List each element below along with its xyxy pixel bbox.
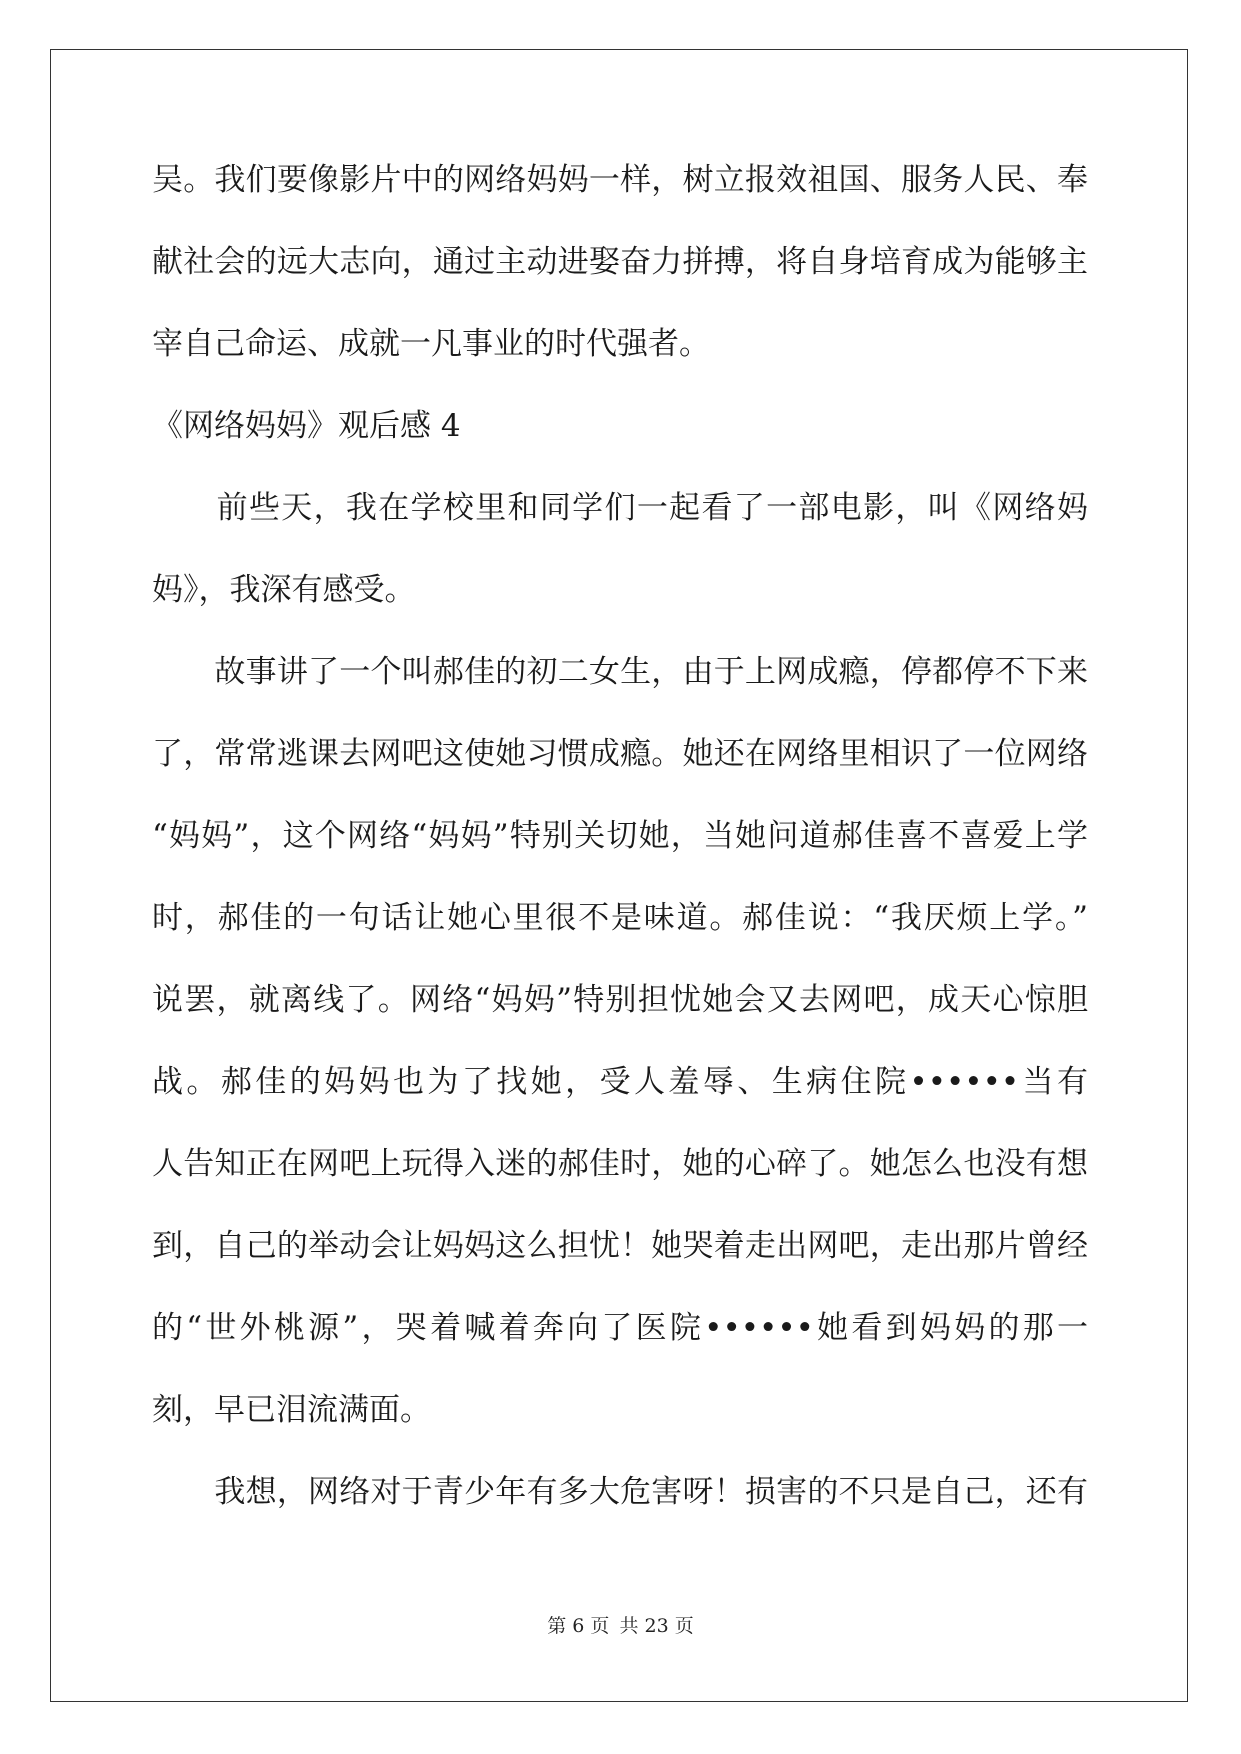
text-line: 刻，早已泪流满面。 bbox=[152, 1392, 431, 1428]
text-line: 说罢，就离线了。网络“妈妈”特别担忧她会又去网吧，成天心惊胆 bbox=[152, 982, 1088, 1018]
paragraph-3 bbox=[152, 652, 1088, 1472]
text-line: 我想，网络对于青少年有多大危害呀！损害的不只是自己，还有 bbox=[152, 1474, 1088, 1510]
text-line: 到，自己的举动会让妈妈这么担忧！她哭着走出网吧，走出那片曾经 bbox=[152, 1228, 1088, 1264]
text-line: 战。郝佳的妈妈也为了找她，受人羞辱、生病住院••••••当有 bbox=[152, 1064, 1088, 1100]
text-line: 的“世外桃源”，哭着喊着奔向了医院••••••她看到妈妈的那一 bbox=[152, 1310, 1088, 1346]
text-line: 献社会的远大志向，通过主动进娶奋力拼搏，将自身培育成为能够主 bbox=[152, 244, 1088, 280]
document-body bbox=[152, 160, 1088, 1554]
text-line: 时，郝佳的一句话让她心里很不是味道。郝佳说：“我厌烦上学。” bbox=[152, 900, 1088, 936]
text-line: 了，常常逃课去网吧这使她习惯成瘾。她还在网络里相识了一位网络 bbox=[152, 736, 1088, 772]
text-line: “妈妈”，这个网络“妈妈”特别关切她，当她问道郝佳喜不喜爱上学 bbox=[152, 818, 1088, 854]
page-total: 共 23 页 bbox=[619, 1615, 694, 1637]
page-footer bbox=[0, 1611, 1241, 1638]
paragraph-2 bbox=[152, 488, 1088, 652]
text-line: 前些天，我在学校里和同学们一起看了一部电影，叫《网络妈 bbox=[152, 490, 1088, 526]
page-number: 第 6 页 bbox=[547, 1615, 610, 1637]
text-line: 妈》，我深有感受。 bbox=[152, 572, 416, 608]
section-title: 《网络妈妈》观后感 4 bbox=[152, 408, 461, 444]
paragraph-1 bbox=[152, 160, 1088, 406]
text-line: 故事讲了一个叫郝佳的初二女生，由于上网成瘾，停都停不下来 bbox=[152, 654, 1088, 690]
text-line: 吴。我们要像影片中的网络妈妈一样，树立报效祖国、服务人民、奉 bbox=[152, 162, 1088, 198]
paragraph-4 bbox=[152, 1472, 1088, 1554]
text-line: 宰自己命运、成就一凡事业的时代强者。 bbox=[152, 326, 710, 362]
text-line: 人告知正在网吧上玩得入迷的郝佳时，她的心碎了。她怎么也没有想 bbox=[152, 1146, 1088, 1182]
